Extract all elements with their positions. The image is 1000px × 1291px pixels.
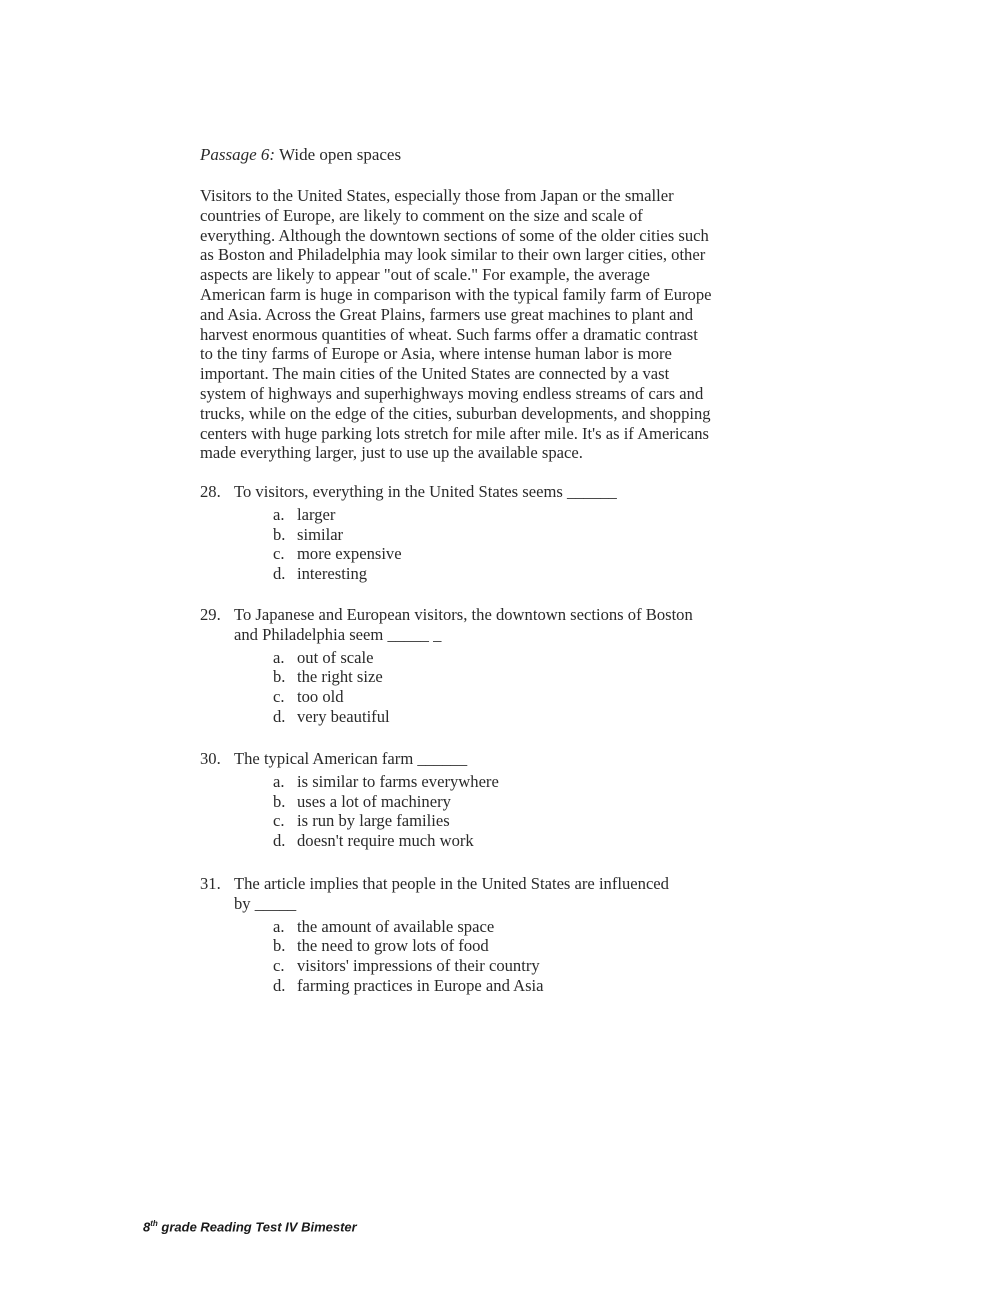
answer-option (273, 544, 800, 564)
question-stem (200, 482, 800, 502)
option-text: is run by large families (297, 811, 450, 831)
option-letter: d. (273, 706, 286, 726)
question-text: The article implies that people in the United States are influenced (234, 874, 669, 893)
option-text: visitors' impressions of their country (297, 956, 540, 976)
passage-line: made everything larger, just to use up the available space. (200, 443, 583, 463)
question-number: 29. (200, 605, 221, 624)
answer-option (273, 505, 800, 525)
option-text: similar (297, 524, 344, 544)
answer-options (200, 772, 800, 851)
answer-option (273, 811, 800, 831)
passage-line: Visitors to the United States, especially those from Japan or the smaller (200, 186, 674, 205)
question-number: 28. (200, 482, 221, 501)
passage-line: important. The main cities of the United States are connected by a vast (200, 364, 670, 384)
option-text: more expensive (297, 544, 402, 564)
question-stem (200, 874, 800, 914)
answer-option (273, 707, 800, 727)
option-text: uses a lot of machinery (297, 791, 451, 811)
option-text: interesting (297, 564, 368, 584)
option-letter: d. (273, 564, 286, 584)
passage-heading (200, 145, 401, 165)
answer-option (273, 831, 800, 851)
option-letter: b. (273, 524, 286, 544)
question-29 (200, 605, 800, 727)
passage-line: system of highways and superhighways moving endless streams of cars and (200, 383, 704, 403)
option-text: doesn't require much work (297, 831, 474, 851)
answer-option (273, 564, 800, 584)
option-letter: b. (273, 936, 286, 956)
option-letter: a. (273, 504, 285, 524)
passage-line: and Asia. Across the Great Plains, farmers use great machines to plant and (200, 304, 694, 324)
answer-option (273, 648, 800, 668)
question-text: To Japanese and European visitors, the downtown sections of Boston (234, 605, 693, 624)
answer-options (200, 917, 800, 996)
option-letter: b. (273, 667, 286, 687)
question-28 (200, 482, 800, 584)
page-footer (143, 1219, 357, 1234)
passage-line: everything. Although the downtown sections of some of the older cities such (200, 225, 709, 245)
footer-grade-suffix: th (150, 1219, 158, 1228)
answer-option (273, 792, 800, 812)
passage-line: to the tiny farms of Europe or Asia, where intense human labor is more (200, 344, 672, 364)
option-letter: c. (273, 687, 285, 707)
question-text: To visitors, everything in the United States seems ______ (234, 482, 617, 501)
answer-options (200, 648, 800, 727)
footer-text: grade Reading Test IV Bimester (157, 1219, 357, 1235)
option-letter: c. (273, 811, 285, 831)
passage-line: as Boston and Philadelphia may look similar to their own larger cities, other (200, 245, 706, 265)
option-text: is similar to farms everywhere (297, 771, 499, 791)
option-letter: c. (273, 956, 285, 976)
question-number: 30. (200, 749, 221, 768)
answer-option (273, 976, 800, 996)
question-30 (200, 749, 800, 851)
question-stem (200, 605, 800, 645)
passage-line: centers with huge parking lots stretch for mile after mile. It's as if Americans (200, 423, 709, 443)
answer-option (273, 772, 800, 792)
option-letter: a. (273, 771, 285, 791)
answer-option (273, 525, 800, 545)
answer-option (273, 917, 800, 937)
passage-body (200, 186, 800, 463)
answer-options (200, 505, 800, 584)
option-letter: c. (273, 544, 285, 564)
option-letter: b. (273, 791, 286, 811)
option-text: very beautiful (297, 706, 390, 726)
option-text: the need to grow lots of food (297, 936, 489, 956)
passage-line: harvest enormous quantities of wheat. Such farms offer a dramatic contrast (200, 324, 698, 344)
passage-line: aspects are likely to appear "out of scale." For example, the average (200, 265, 650, 285)
passage-title: Wide open spaces (279, 145, 402, 164)
option-text: farming practices in Europe and Asia (297, 975, 544, 995)
passage-line: American farm is huge in comparison with the typical family farm of Europe (200, 284, 712, 304)
passage-line: countries of Europe, are likely to comment on the size and scale of (200, 205, 643, 225)
question-number: 31. (200, 874, 221, 893)
option-text: too old (297, 687, 344, 707)
option-text: larger (297, 504, 336, 524)
option-letter: d. (273, 831, 286, 851)
option-text: the right size (297, 667, 383, 687)
answer-option (273, 936, 800, 956)
option-letter: a. (273, 647, 285, 667)
option-letter: a. (273, 916, 285, 936)
answer-option (273, 956, 800, 976)
footer-grade-number: 8 (143, 1219, 151, 1235)
option-text: the amount of available space (297, 916, 495, 936)
question-text: The typical American farm ______ (234, 749, 468, 768)
question-text: and Philadelphia seem _____ _ (234, 624, 442, 644)
option-text: out of scale (297, 647, 374, 667)
answer-option (273, 687, 800, 707)
passage-label: Passage 6: (200, 145, 276, 164)
question-text: by _____ (234, 893, 297, 913)
question-stem (200, 749, 800, 769)
question-31 (200, 874, 800, 996)
answer-option (273, 667, 800, 687)
option-letter: d. (273, 975, 286, 995)
passage-line: trucks, while on the edge of the cities, suburban developments, and shopping (200, 403, 711, 423)
